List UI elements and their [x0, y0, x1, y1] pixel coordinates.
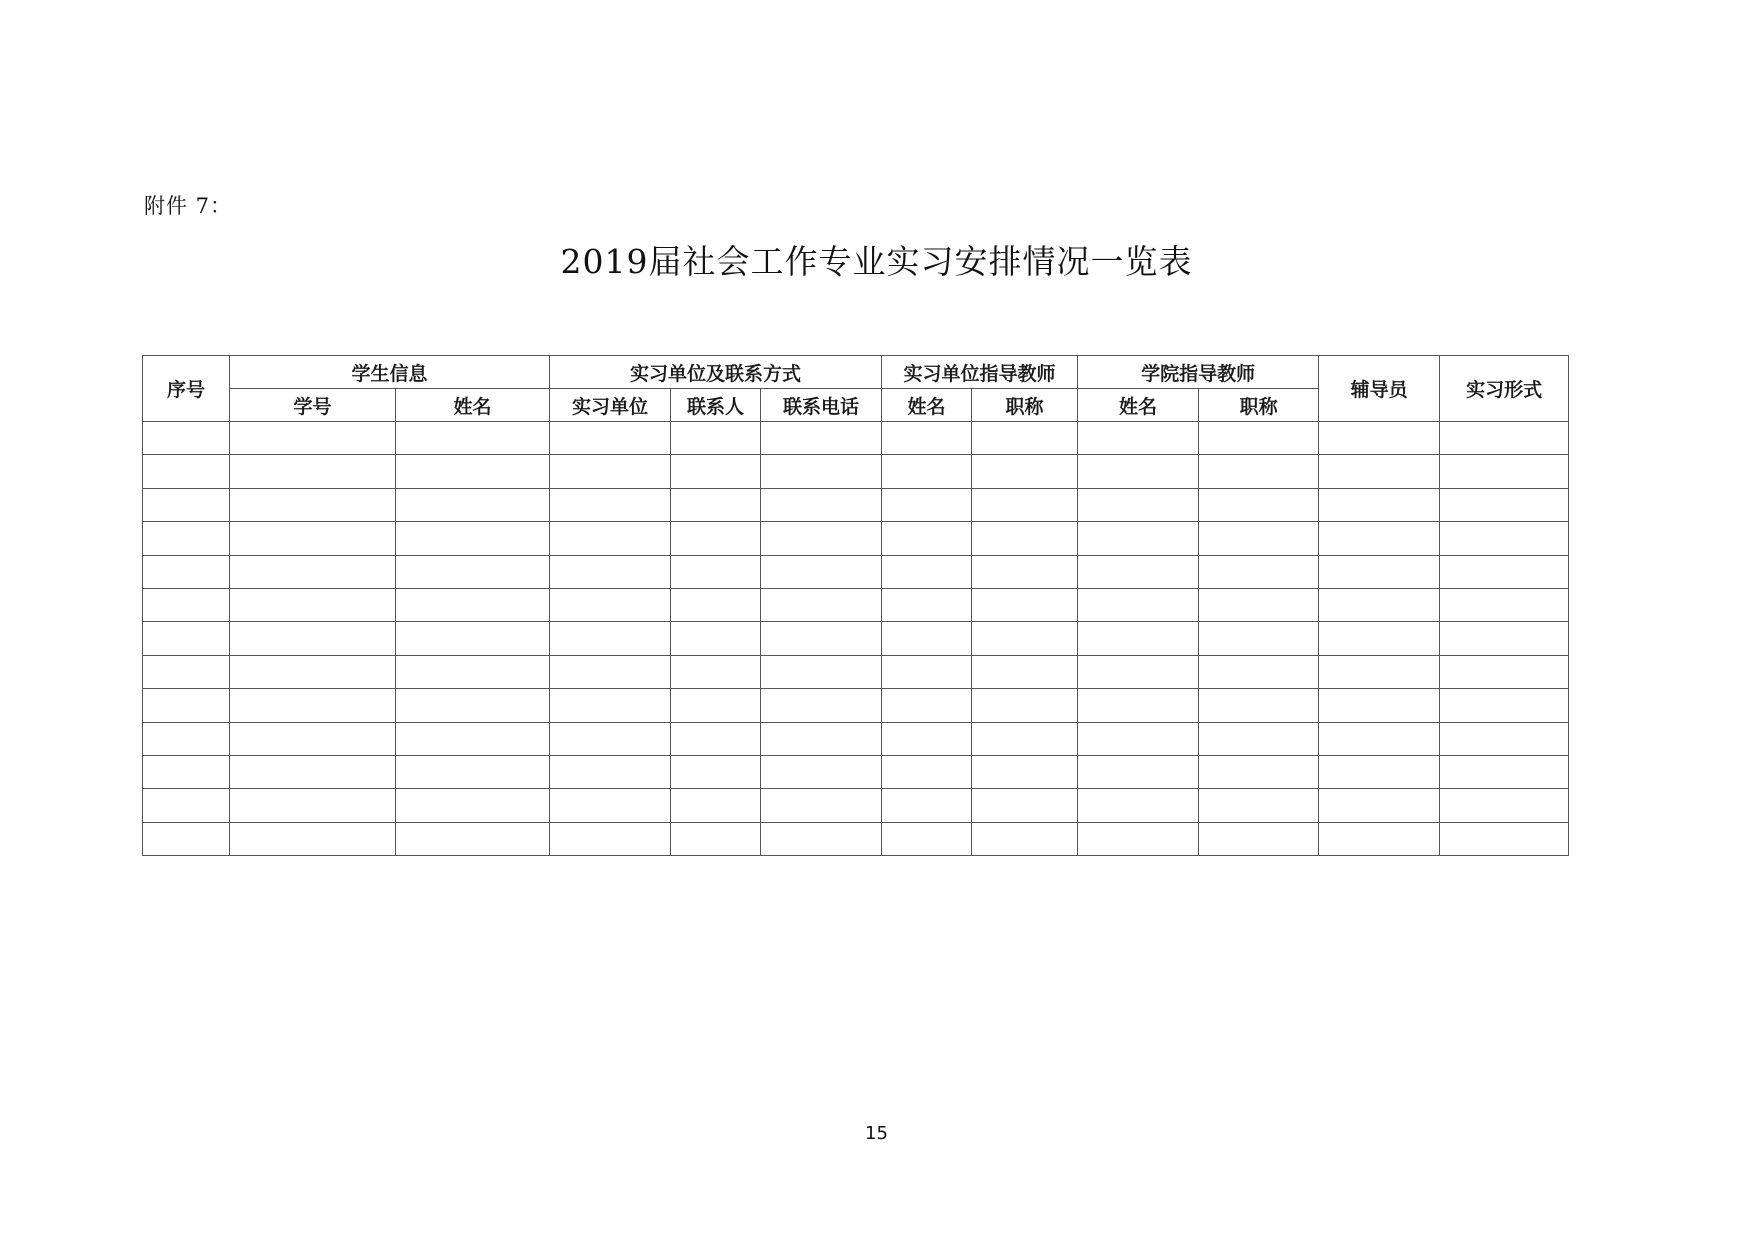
table-cell [1440, 588, 1569, 621]
table-cell [396, 555, 550, 588]
table-cell [671, 722, 761, 755]
table-cell [882, 522, 972, 555]
table-cell [230, 722, 396, 755]
table-cell [550, 422, 671, 455]
table-cell [1319, 822, 1440, 855]
table-cell [671, 789, 761, 822]
table-cell [972, 755, 1078, 788]
table-cell [1199, 488, 1319, 521]
table-row [143, 789, 1569, 822]
table-cell [143, 555, 230, 588]
table-cell [882, 555, 972, 588]
table-cell [761, 555, 882, 588]
header-contact-phone: 联系电话 [761, 389, 882, 422]
table-cell [396, 789, 550, 822]
table-cell [1199, 822, 1319, 855]
table-cell [550, 522, 671, 555]
table-cell [761, 689, 882, 722]
header-student-name: 姓名 [396, 389, 550, 422]
table-cell [550, 555, 671, 588]
table-cell [1078, 455, 1199, 488]
table-cell [761, 789, 882, 822]
table-cell [671, 588, 761, 621]
table-cell [396, 822, 550, 855]
table-cell [143, 588, 230, 621]
table-cell [1440, 755, 1569, 788]
header-unit-supervisor-title: 职称 [972, 389, 1078, 422]
table-cell [882, 689, 972, 722]
table-cell [671, 755, 761, 788]
table-cell [1440, 455, 1569, 488]
table-cell [1078, 789, 1199, 822]
table-cell [761, 455, 882, 488]
table-cell [143, 422, 230, 455]
table-cell [396, 689, 550, 722]
table-row [143, 455, 1569, 488]
table-cell [230, 488, 396, 521]
table-cell [1078, 522, 1199, 555]
table-cell [396, 455, 550, 488]
table-row [143, 722, 1569, 755]
table-cell [396, 422, 550, 455]
table-cell [230, 822, 396, 855]
table-cell [761, 522, 882, 555]
table-cell [550, 588, 671, 621]
header-intern-unit: 实习单位 [550, 389, 671, 422]
table-cell [1078, 588, 1199, 621]
table-cell [1078, 655, 1199, 688]
header-college-supervisor: 学院指导教师 [1078, 356, 1319, 389]
table-cell [230, 689, 396, 722]
table-cell [396, 588, 550, 621]
header-college-supervisor-name: 姓名 [1078, 389, 1199, 422]
table-cell [1319, 588, 1440, 621]
table-row [143, 555, 1569, 588]
table-cell [1199, 455, 1319, 488]
header-intern-form: 实习形式 [1440, 356, 1569, 422]
table-cell [1440, 655, 1569, 688]
table-cell [972, 655, 1078, 688]
table-cell [396, 622, 550, 655]
table-cell [550, 488, 671, 521]
table-cell [972, 588, 1078, 621]
table-cell [230, 588, 396, 621]
table-cell [972, 522, 1078, 555]
table-cell [550, 822, 671, 855]
table-cell [761, 488, 882, 521]
header-intern-unit-contact: 实习单位及联系方式 [550, 356, 882, 389]
table-cell [1440, 488, 1569, 521]
table-cell [882, 822, 972, 855]
table-cell [1199, 555, 1319, 588]
table-cell [671, 689, 761, 722]
table-cell [230, 522, 396, 555]
table-cell [550, 722, 671, 755]
table-cell [882, 422, 972, 455]
table-cell [1319, 689, 1440, 722]
table-cell [1078, 488, 1199, 521]
table-cell [1440, 622, 1569, 655]
table-cell [1319, 755, 1440, 788]
table-cell [550, 622, 671, 655]
table-cell [550, 655, 671, 688]
table-cell [1440, 789, 1569, 822]
table-cell [1319, 422, 1440, 455]
table-cell [1319, 488, 1440, 521]
table-cell [1440, 522, 1569, 555]
table-cell [671, 622, 761, 655]
table-cell [761, 755, 882, 788]
table-cell [671, 422, 761, 455]
table-row [143, 488, 1569, 521]
table-cell [1319, 622, 1440, 655]
table-row [143, 622, 1569, 655]
table-cell [230, 455, 396, 488]
table-cell [882, 488, 972, 521]
table-row [143, 522, 1569, 555]
table-cell [143, 455, 230, 488]
table-cell [1199, 789, 1319, 822]
table-cell [230, 655, 396, 688]
table-cell [550, 689, 671, 722]
table-cell [972, 622, 1078, 655]
table-cell [143, 822, 230, 855]
table-cell [1078, 555, 1199, 588]
table-cell [972, 689, 1078, 722]
table-cell [1199, 522, 1319, 555]
table-cell [882, 655, 972, 688]
header-student-info: 学生信息 [230, 356, 550, 389]
table-cell [1199, 588, 1319, 621]
table-cell [1078, 689, 1199, 722]
table-cell [396, 488, 550, 521]
header-contact-person: 联系人 [671, 389, 761, 422]
table-cell [1440, 422, 1569, 455]
table-cell [1199, 755, 1319, 788]
table-cell [671, 488, 761, 521]
table-cell [671, 655, 761, 688]
table-cell [882, 755, 972, 788]
table-cell [761, 422, 882, 455]
table-cell [882, 789, 972, 822]
table-cell [1078, 622, 1199, 655]
page-number: 15 [865, 1123, 888, 1144]
table-cell [143, 655, 230, 688]
table-cell [972, 789, 1078, 822]
arrangement-table-wrapper [142, 355, 1569, 856]
table-cell [972, 555, 1078, 588]
header-row-groups [143, 356, 1569, 389]
table-cell [230, 422, 396, 455]
table-row [143, 588, 1569, 621]
table-cell [671, 555, 761, 588]
table-cell [1078, 755, 1199, 788]
table-cell [972, 455, 1078, 488]
table-cell [671, 522, 761, 555]
table-cell [396, 522, 550, 555]
table-cell [1319, 455, 1440, 488]
table-cell [1440, 822, 1569, 855]
table-cell [882, 722, 972, 755]
table-row [143, 689, 1569, 722]
table-cell [882, 622, 972, 655]
table-cell [761, 655, 882, 688]
header-student-id: 学号 [230, 389, 396, 422]
table-cell [396, 655, 550, 688]
table-cell [1319, 555, 1440, 588]
table-cell [761, 722, 882, 755]
table-cell [972, 422, 1078, 455]
table-body [143, 422, 1569, 856]
table-cell [1319, 789, 1440, 822]
table-cell [230, 555, 396, 588]
table-cell [143, 522, 230, 555]
table-cell [396, 755, 550, 788]
table-cell [396, 722, 550, 755]
header-counselor: 辅导员 [1319, 356, 1440, 422]
table-cell [143, 622, 230, 655]
table-row [143, 755, 1569, 788]
header-college-supervisor-title: 职称 [1199, 389, 1319, 422]
table-cell [1078, 722, 1199, 755]
table-cell [1440, 689, 1569, 722]
table-cell [1440, 722, 1569, 755]
table-cell [972, 488, 1078, 521]
table-cell [1319, 522, 1440, 555]
table-cell [1199, 689, 1319, 722]
header-seq: 序号 [143, 356, 230, 422]
header-unit-supervisor-name: 姓名 [882, 389, 972, 422]
table-row [143, 422, 1569, 455]
table-cell [143, 722, 230, 755]
table-cell [671, 455, 761, 488]
table-cell [882, 588, 972, 621]
table-cell [882, 455, 972, 488]
table-cell [230, 789, 396, 822]
table-cell [761, 622, 882, 655]
table-cell [972, 722, 1078, 755]
table-cell [1319, 655, 1440, 688]
table-cell [550, 755, 671, 788]
table-cell [972, 822, 1078, 855]
document-title: 2019届社会工作专业实习安排情况一览表 [560, 242, 1193, 281]
table-cell [230, 755, 396, 788]
table-cell [1440, 555, 1569, 588]
table-cell [143, 689, 230, 722]
table-cell [671, 822, 761, 855]
table-cell [1199, 722, 1319, 755]
table-row [143, 822, 1569, 855]
table-cell [1078, 822, 1199, 855]
attachment-label: 附件 7： [144, 194, 233, 218]
table-cell [1078, 422, 1199, 455]
internship-arrangement-table [142, 355, 1569, 856]
table-cell [143, 755, 230, 788]
table-cell [143, 789, 230, 822]
table-cell [143, 488, 230, 521]
table-cell [1199, 622, 1319, 655]
table-cell [550, 789, 671, 822]
header-unit-supervisor: 实习单位指导教师 [882, 356, 1078, 389]
table-cell [761, 822, 882, 855]
table-cell [1199, 655, 1319, 688]
table-cell [761, 588, 882, 621]
table-cell [1199, 422, 1319, 455]
table-cell [550, 455, 671, 488]
table-row [143, 655, 1569, 688]
table-cell [1319, 722, 1440, 755]
table-cell [230, 622, 396, 655]
